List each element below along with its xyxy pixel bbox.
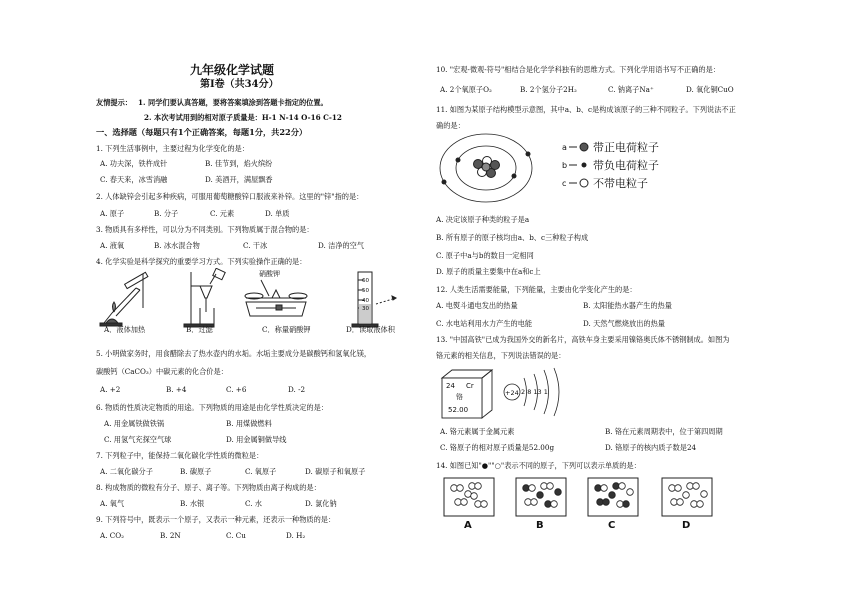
question-8: 8. 构成物质的微粒有分子、原子、离子等。下列物质由离子构成的是： bbox=[96, 483, 321, 492]
q3-option-a: A. 液氧 bbox=[100, 241, 125, 250]
question-2: 2. 人体缺锌会引起多种疾病，可服用葡萄糖酸锌口服液来补锌。这里的"锌"指的是： bbox=[96, 192, 364, 201]
q1-option-d: D. 美酒开，满屋飘香 bbox=[205, 175, 273, 184]
atom-model-illustration bbox=[440, 134, 532, 202]
q5-option-c: C. +6 bbox=[226, 385, 247, 394]
q6-option-b: B. 用煤做燃料 bbox=[226, 419, 272, 428]
cr-mass: 52.00 bbox=[448, 406, 469, 414]
cyl-mark-60: 60 bbox=[362, 278, 369, 284]
q1-option-a: A. 功夫深，铁杵成针 bbox=[100, 159, 168, 168]
q12-option-d: D. 天然气燃烧放出的热量 bbox=[583, 319, 665, 328]
q11-option-a: A. 决定该原子种类的粒子是a bbox=[436, 215, 530, 224]
question-5-line1: 5. 小明做家务时，用食醋除去了热水壶内的水垢。水垢主要成分是碳酸钙和氢氧化镁， bbox=[96, 349, 372, 358]
q13-option-b: B. 铬在元素周期表中，位于第四周期 bbox=[605, 427, 723, 436]
q13-option-c: C. 铬原子的相对原子质量是52.00g bbox=[440, 443, 555, 452]
question-12: 12. 人类生活需要能量，下列能量，主要由化学变化产生的是： bbox=[436, 285, 637, 294]
particle-boxes-figure bbox=[436, 474, 726, 530]
q3-option-c: C. 干冰 bbox=[243, 241, 268, 250]
chromium-atom-structure bbox=[504, 368, 559, 416]
lab-operations-figure bbox=[96, 268, 406, 330]
question-13-line1: 13. "中国高铁"已成为我国外交的新名片，高铁车身主要采用镍铬奥氏体不锈钢制成。如图为 bbox=[436, 335, 730, 344]
question-4: 4. 化学实验是科学探究的重要学习方式。下列实验操作正确的是： bbox=[96, 257, 307, 266]
q7-option-a: A. 二氧化碳分子 bbox=[100, 467, 153, 476]
q11-option-c: C. 原子中a与b的数目一定相同 bbox=[436, 251, 534, 260]
cr-atomic-number: 24 bbox=[446, 382, 455, 390]
q11-option-b: B. 所有原子的原子核均由a、b、c三种粒子构成 bbox=[436, 233, 589, 242]
q4-option-c: C．称量硝酸钾 bbox=[262, 325, 311, 334]
q7-option-c: C. 氧原子 bbox=[245, 467, 277, 476]
legend-c bbox=[562, 176, 648, 190]
q7-option-d: D. 碳原子和氧原子 bbox=[305, 467, 366, 476]
q8-option-b: B. 水银 bbox=[180, 499, 205, 508]
chromium-figure bbox=[436, 366, 576, 422]
cr-symbol: Cr bbox=[466, 382, 474, 390]
box-d-label: D bbox=[682, 520, 691, 530]
q10-option-c: C. 钠离子Na⁺ bbox=[608, 85, 654, 94]
section-heading: 一、选择题（每题只有1个正确答案，每题1分，共22分） bbox=[96, 127, 308, 137]
question-14: 14. 如图已知"●""○"表示不同的原子，下列可以表示单质的是： bbox=[436, 461, 641, 470]
q8-option-c: C. 水 bbox=[245, 499, 262, 508]
box-a bbox=[444, 478, 494, 530]
page-title: 九年级化学试题 bbox=[190, 63, 275, 77]
q9-option-d: D. H₂ bbox=[286, 531, 306, 540]
q8-option-a: A. 氧气 bbox=[100, 499, 125, 508]
box-b bbox=[516, 478, 566, 530]
q7-option-b: B. 碳原子 bbox=[180, 467, 212, 476]
q10-option-d: D. 氧化铜CuO bbox=[686, 85, 734, 94]
q5-option-d: D. -2 bbox=[288, 385, 306, 394]
box-a-label: A bbox=[464, 520, 472, 530]
q12-option-a: A. 电熨斗通电发出的热量 bbox=[436, 301, 518, 310]
q4-option-d: D．读取液体积 bbox=[346, 325, 395, 334]
q6-option-c: C. 用氢气充探空气球 bbox=[104, 435, 172, 444]
cyl-mark-30: 30 bbox=[362, 306, 369, 312]
filtration-illustration bbox=[184, 268, 225, 327]
q1-option-c: C. 春天来，冰雪消融 bbox=[100, 175, 168, 184]
legend-a-text: 带正电荷粒子 bbox=[593, 141, 659, 154]
cyl-mark-50: 50 bbox=[362, 288, 369, 294]
q9-option-a: A. CO₂ bbox=[100, 531, 125, 540]
question-11-line1: 11. 如图为某原子结构模型示意图，其中a、b、c是构成该原子的三种不同粒子。下列说法不正 bbox=[436, 105, 736, 114]
q12-option-c: C. 水电站利用水力产生的电能 bbox=[436, 319, 533, 328]
box-c bbox=[588, 478, 638, 530]
box-d bbox=[662, 478, 712, 530]
question-10: 10. "宏观-微观-符号"相结合是化学学科独有的思维方式。下列化学用语书写不正确的是： bbox=[436, 65, 720, 74]
question-1: 1. 下列生活事例中，主要过程为化学变化的是： bbox=[96, 144, 249, 153]
q9-option-b: B. 2N bbox=[160, 531, 181, 540]
box-c-label: C bbox=[608, 520, 616, 530]
q10-option-b: B. 2个氢分子2H₂ bbox=[520, 85, 577, 94]
legend-a bbox=[562, 140, 659, 154]
q2-option-d: D. 单质 bbox=[265, 209, 290, 218]
q4-option-a: A．液体加热 bbox=[104, 325, 146, 334]
q13-option-a: A. 铬元素属于金属元素 bbox=[440, 427, 515, 436]
legend-b-text: 带负电荷粒子 bbox=[593, 159, 659, 172]
question-7: 7. 下列粒子中，能保持二氧化碳化学性质的微粒是： bbox=[96, 451, 264, 460]
tip-2: 2. 本次考试用到的相对原子质量是：H-1 N-14 O-16 C-12 bbox=[144, 113, 342, 122]
q8-option-d: D. 氯化钠 bbox=[305, 499, 337, 508]
tip-1: 1. 同学们要认真答题，要将答案填涂到答题卡指定的位置。 bbox=[138, 98, 328, 107]
cr-shell-electrons: 2 8 13 1 bbox=[521, 388, 548, 396]
q3-option-b: B. 冰水混合物 bbox=[154, 241, 200, 250]
q12-option-b: B. 太阳能热水器产生的热量 bbox=[583, 301, 672, 310]
q5-option-b: B. +4 bbox=[166, 385, 187, 394]
q2-option-c: C. 元素 bbox=[210, 209, 235, 218]
question-3: 3. 物质具有多样性，可以分为不同类别。下列物质属于混合物的是： bbox=[96, 225, 314, 234]
weighing-illustration bbox=[245, 269, 307, 316]
element-card bbox=[442, 370, 492, 418]
q10-option-a: A. 2个氧原子O₂ bbox=[440, 85, 492, 94]
cyl-mark-40: 40 bbox=[362, 298, 369, 304]
page-subtitle: 第Ⅰ卷（共34分） bbox=[200, 79, 279, 90]
q11-option-d: D. 原子的质量主要集中在a和c上 bbox=[436, 267, 541, 276]
q6-option-d: D. 用金属铜做导线 bbox=[226, 435, 287, 444]
q2-option-b: B. 分子 bbox=[154, 209, 179, 218]
question-13-line2: 铬元素的相关信息，下列说法错误的是： bbox=[436, 351, 566, 360]
q3-option-d: D. 洁净的空气 bbox=[318, 241, 365, 250]
q1-option-b: B. 佳节到，焰火缤纷 bbox=[205, 159, 273, 168]
legend-a-symbol: a bbox=[562, 143, 567, 152]
legend-b-symbol: b bbox=[562, 161, 568, 170]
q2-option-a: A. 原子 bbox=[100, 209, 125, 218]
legend-b bbox=[562, 158, 659, 172]
q5-option-a: A. +2 bbox=[100, 385, 121, 394]
weigh-label: 硝酸钾 bbox=[259, 270, 280, 278]
question-5-line2: 碳酸钙（CaCO₃）中碳元素的化合价是： bbox=[96, 367, 228, 376]
atom-model-figure bbox=[436, 130, 686, 210]
liquid-heating-illustration bbox=[100, 272, 148, 326]
q9-option-c: C. Cu bbox=[226, 531, 246, 540]
q13-option-d: D. 铬原子的核内质子数是24 bbox=[605, 443, 697, 452]
box-b-label: B bbox=[536, 520, 544, 530]
question-9: 9. 下列符号中，既表示一个原子，又表示一种元素，还表示一种物质的是： bbox=[96, 515, 336, 524]
legend-c-symbol: c bbox=[562, 179, 567, 188]
q6-option-a: A. 用金属铁做铁锅 bbox=[104, 419, 165, 428]
cr-nucleus-charge: +24 bbox=[505, 389, 519, 397]
cr-name: 铬 bbox=[456, 393, 463, 401]
graduated-cylinder-illustration bbox=[352, 272, 396, 327]
q4-option-b: B．过滤 bbox=[186, 325, 213, 334]
legend-c-text: 不带电粒子 bbox=[593, 177, 648, 190]
question-6: 6. 物质的性质决定物质的用途。下列物质的用途是由化学性质决定的是： bbox=[96, 403, 328, 412]
tip-label: 友情提示： bbox=[96, 98, 132, 107]
question-11-line2: 确的是： bbox=[436, 121, 465, 130]
